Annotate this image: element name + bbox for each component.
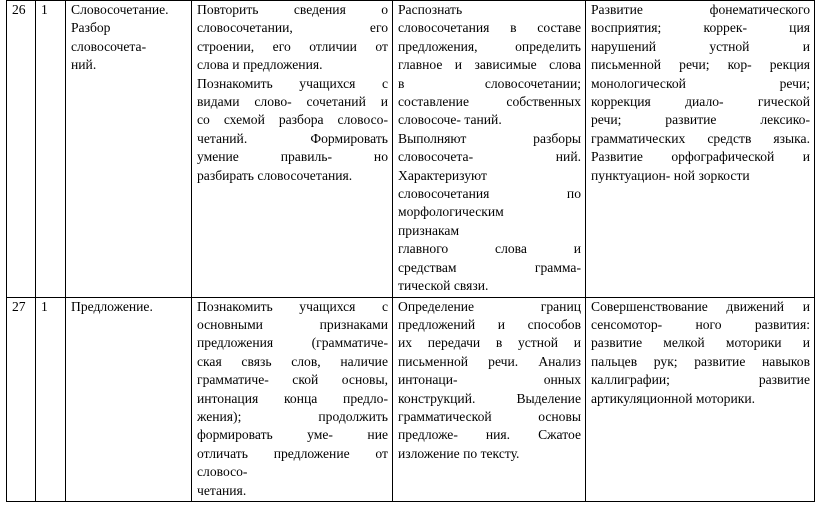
activities-line: средствам грамма- xyxy=(398,259,581,275)
hours-count: 1 xyxy=(41,2,48,17)
activities-line: Характеризуют xyxy=(398,167,487,183)
goals-line: грамматиче- ской основы, xyxy=(197,372,388,388)
correction-line: сенсомотор- ного развития: xyxy=(591,316,810,332)
lesson-plan-table xyxy=(6,0,815,502)
activities-line: их передачи в устной и xyxy=(398,335,581,351)
activities-line: Определение границ xyxy=(398,298,581,314)
correction-line: монологической речи; xyxy=(591,75,810,91)
correction-line: каллиграфии; развитие xyxy=(591,372,810,388)
activities-line: Распознать xyxy=(398,2,463,17)
topic-cell xyxy=(66,297,192,501)
hours-cell xyxy=(36,1,66,298)
goals-line: четания. xyxy=(197,482,247,498)
activities-line: предложе- ния. Сжатое xyxy=(398,427,581,443)
goals-cell xyxy=(192,1,393,298)
goals-line: отличать предложение от xyxy=(197,445,388,461)
goals-line: Познакомить учащихся с xyxy=(197,75,388,91)
goals-line: разбирать словосочетания. xyxy=(197,167,353,183)
correction-line: пальцев рук; развитие навыков xyxy=(591,353,810,369)
lesson-number-cell xyxy=(7,297,36,501)
correction-line: Развитие орфографической и xyxy=(591,149,810,165)
activities-line: словосочетания в составе xyxy=(398,20,581,36)
activities-line: словосочетания по xyxy=(398,186,581,202)
goals-line: словосочетании, его xyxy=(197,20,388,36)
activities-line: признакам xyxy=(398,222,460,238)
correction-cell xyxy=(586,297,815,501)
correction-line: артикуляционной моторики. xyxy=(591,390,756,406)
goals-line: словосо- xyxy=(197,464,248,480)
hours-count: 1 xyxy=(41,298,48,314)
correction-line: восприятия; коррек- ция xyxy=(591,20,810,36)
activities-line: интонаци- онных xyxy=(398,372,581,388)
lesson-number-cell xyxy=(7,1,36,298)
hours-cell xyxy=(36,297,66,501)
topic-line: словосочета- xyxy=(71,38,147,54)
topic-cell xyxy=(66,1,192,298)
activities-line: конструкций. Выделение xyxy=(398,390,581,406)
activities-line: предложений и способов xyxy=(398,316,581,332)
lesson-number: 27 xyxy=(12,298,26,314)
activities-line: изложение по тексту. xyxy=(398,445,520,461)
topic-line: Разбор xyxy=(71,20,111,36)
topic-line: ний. xyxy=(71,57,97,73)
correction-line: нарушений устной и xyxy=(591,38,810,54)
goals-line: со схемой разбора словосо- xyxy=(197,112,388,128)
correction-line: развитие мелкой моторики и xyxy=(591,335,810,351)
lesson-number: 26 xyxy=(12,2,26,17)
correction-line: речи; развитие лексико- xyxy=(591,112,810,128)
goals-line: интонация конца предло- xyxy=(197,390,388,406)
correction-line: Совершенствование движений и xyxy=(591,298,810,314)
correction-line: письменной речи; кор- рекция xyxy=(591,57,810,73)
activities-line: главное и зависимые слова xyxy=(398,57,581,73)
activities-line: составление собственных xyxy=(398,94,581,110)
activities-line: морфологическим xyxy=(398,204,504,220)
goals-line: Повторить сведения о xyxy=(197,2,388,17)
activities-line: письменной речи. Анализ xyxy=(398,353,581,369)
activities-line: словосоче- таний. xyxy=(398,112,502,128)
goals-line: видами слово- сочетаний и xyxy=(197,94,388,110)
topic-line: Предложение. xyxy=(71,298,153,314)
goals-line: слова и предложения. xyxy=(197,57,323,73)
activities-line: в словосочетании; xyxy=(398,75,581,91)
correction-line: грамматических средств языка. xyxy=(591,130,810,146)
correction-cell xyxy=(586,1,815,298)
goals-line: умение правиль- но xyxy=(197,149,388,165)
goals-line: строении, его отличии от xyxy=(197,38,388,54)
activities-line: предложения, определить xyxy=(398,38,581,54)
activities-line: главного слова и xyxy=(398,241,581,257)
correction-line: коррекция диало- гической xyxy=(591,94,810,110)
topic-line: Словосочетание. xyxy=(71,2,169,17)
goals-cell xyxy=(192,297,393,501)
table-row xyxy=(7,297,815,501)
activities-line: Выполняют разборы xyxy=(398,130,581,146)
activities-line: словосочета- ний. xyxy=(398,149,581,165)
activities-line: тической связи. xyxy=(398,278,489,294)
correction-line: пунктуацион- ной зоркости xyxy=(591,167,750,183)
activities-cell xyxy=(393,1,586,298)
goals-line: четаний. Формировать xyxy=(197,130,388,146)
correction-line: Развитие фонематического xyxy=(591,2,810,17)
table-row xyxy=(7,1,815,298)
activities-cell xyxy=(393,297,586,501)
goals-line: ская связь слов, наличие xyxy=(197,353,388,369)
goals-line: предложения (грамматиче- xyxy=(197,335,388,351)
goals-line: Познакомить учащихся с xyxy=(197,298,388,314)
activities-line: грамматической основы xyxy=(398,408,581,424)
goals-line: основными признаками xyxy=(197,316,388,332)
goals-line: формировать уме- ние xyxy=(197,427,388,443)
goals-line: жения); продолжить xyxy=(197,408,388,424)
